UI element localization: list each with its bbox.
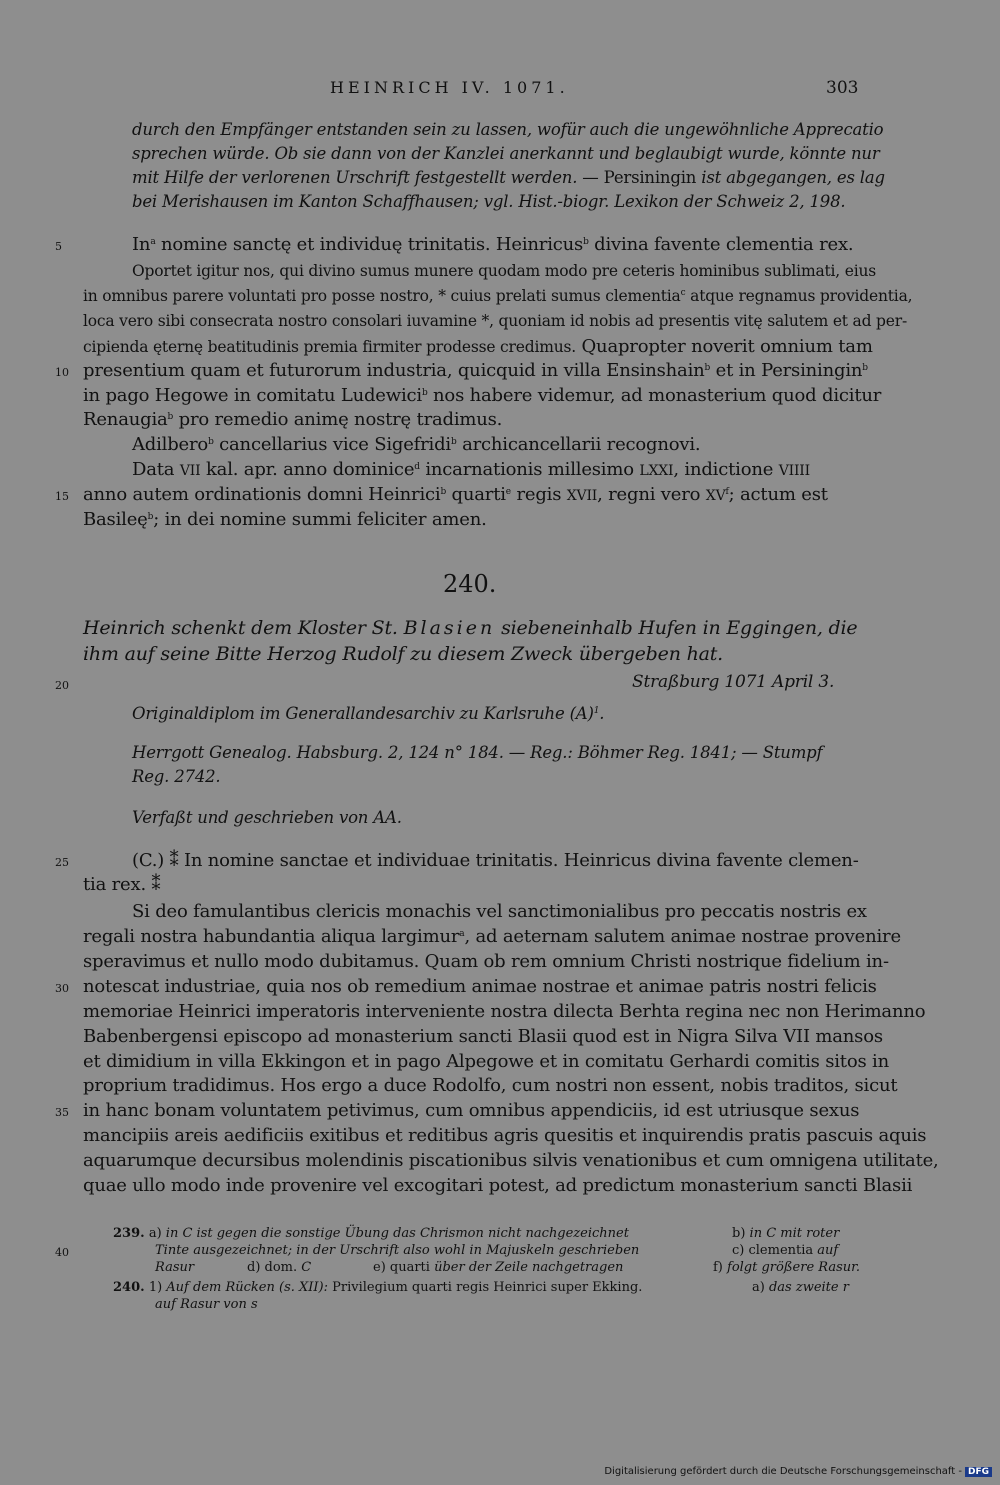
line-number: 5 [55, 240, 62, 253]
source-line: Originaldiplom im Generallandesarchiv zu Karlsruhe $(A)^1$. [132, 704, 605, 723]
dfg-logo: DFG [965, 1467, 992, 1477]
line-number: 35 [55, 1106, 69, 1119]
commentary-line: mit Hilfe der verlorenen Urschrift festgestellt werden. — Persiningin ist abgegangen, es lag [132, 168, 885, 187]
footnote-line: e) quarti über der Zeile nachgetragen [373, 1260, 624, 1275]
footnote-line: d) dom. C [247, 1260, 312, 1275]
charter-line: proprium tradidimus. Hos ergo a duce Rodolfo, cum nostri non essent, nobis traditos, sicut [83, 1075, 898, 1096]
summary-line: Heinrich schenkt dem Kloster St. Blasien siebeneinhalb Hufen in Eggingen, die [83, 617, 858, 639]
charter-line: anno autem ordinationis domni Heinrici$^b$ quarti$^e$ regis XVII, regni vero $XV^f$; actum est [83, 484, 828, 505]
charter-line: Si deo famulantibus clericis monachis vel sanctimonialibus pro peccatis nostris ex [132, 901, 867, 922]
charter-line: memoriae Heinrici imperatoris interveniente nostra dilecta Berhta regina nec non Herimanno [83, 1001, 926, 1022]
charter-line: cipienda ęternę beatitudinis premia firmiter prodesse credimus. Quapropter noverit omnium tam [83, 336, 873, 357]
funding-credit: Digitalisierung gefördert durch die Deutsche Forschungsgemeinschaft - DFG [604, 1466, 992, 1477]
charter-line: Renaugia$^b$ pro remedio animę nostrę tradimus. [83, 409, 503, 430]
literature-line: Herrgott Genealog. Habsburg. 2, 124 n° 184. — Reg.: Böhmer Reg. 1841; — Stumpf [132, 743, 823, 762]
footnote-line: 239. a) in C ist gegen die sonstige Übung das Chrismon nicht nachgezeichnet [113, 1226, 629, 1241]
footnote-line: 240. 1) Auf dem Rücken (s. XII): Privilegium quarti regis Heinrici super Ekking. [113, 1280, 643, 1295]
charter-line: tia rex. ⁑ [83, 874, 161, 895]
charter-line: aquarumque decursibus molendinis piscationibus silvis venationibus et cum omnigena utilitate, [83, 1150, 939, 1171]
summary-line: ihm auf seine Bitte Herzog Rudolf zu diesem Zweck übergeben hat. [83, 643, 724, 665]
line-number: 25 [55, 856, 69, 869]
charter-line: Basileę$^b$; in dei nomine summi feliciter amen. [83, 509, 487, 530]
literature-line: Reg. 2742. [132, 767, 221, 786]
commentary-line: durch den Empfänger entstanden sein zu lassen, wofür auch die ungewöhnliche Apprecatio [132, 120, 884, 139]
line-number: 15 [55, 490, 69, 503]
charter-line: Data VII kal. apr. anno dominice$^d$ incarnationis millesimo LXXI, indictione VIIII [132, 459, 810, 480]
page-number: 303 [826, 78, 859, 98]
charter-line: (C.) ⁑ In nomine sanctae et individuae trinitatis. Heinricus divina favente clemen- [132, 850, 859, 871]
charter-line: In$^a$ nomine sanctę et individuę trinitatis. Heinricus$^b$ divina favente clementia rex. [132, 234, 854, 255]
charter-line: mancipiis areis aedificiis exitibus et reditibus agris quesitis et inquirendis pratis pascuis aquis [83, 1125, 927, 1146]
commentary-line: sprechen würde. Ob sie dann von der Kanzlei anerkannt und beglaubigt wurde, könnte nur [132, 144, 880, 163]
charter-line: Babenbergensi episcopo ad monasterium sancti Blasii quod est in Nigra Silva VII mansos [83, 1026, 883, 1047]
charter-line: speravimus et nullo modo dubitamus. Quam ob rem omnium Christi nostrique fidelium in- [83, 951, 889, 972]
author-line: Verfaßt und geschrieben von AA. [132, 808, 402, 827]
footnote-line: auf Rasur von s [155, 1297, 258, 1312]
document-number: 240. [443, 570, 497, 598]
charter-line: presentium quam et futurorum industria, quicquid in villa Ensinshain$^b$ et in Persiningin$^b$ [83, 360, 868, 381]
running-header: HEINRICH IV. 1071. [330, 78, 569, 97]
line-number: 40 [55, 1246, 69, 1259]
line-number: 30 [55, 982, 69, 995]
charter-line: in pago Hegowe in comitatu Ludewici$^b$ nos habere videmur, ad monasterium quod dicitur [83, 385, 882, 406]
footnote-line: c) clementia auf [732, 1243, 839, 1258]
line-number: 10 [55, 366, 69, 379]
charter-line: regali nostra habundantia aliqua largimur$^a$, ad aeternam salutem animae nostrae provenire [83, 926, 901, 947]
line-number: 20 [55, 679, 69, 692]
charter-line-small: in omnibus parere voluntati pro posse nostro, * cuius prelati sumus clementia$^c$ atque regnamus providentia, [83, 287, 913, 305]
charter-line-small: loca vero sibi consecrata nostro consolari iuvamine *, quoniam id nobis ad presentis vitę salutem et ad per- [83, 312, 907, 330]
charter-line: Adilbero$^b$ cancellarius vice Sigefridi$^b$ archicancellarii recognovi. [132, 434, 701, 455]
place-date: Straßburg 1071 April 3. [632, 672, 835, 692]
footnote-line: b) in C mit roter [732, 1226, 840, 1241]
charter-line: in hanc bonam voluntatem petivimus, cum omnibus appendiciis, id est utriusque sexus [83, 1100, 860, 1121]
footnote-line: f) folgt größere Rasur. [713, 1260, 861, 1275]
charter-line-small: Oportet igitur nos, qui divino sumus munere quodam modo pre ceteris hominibus sublimati, eius [132, 262, 876, 280]
charter-line: et dimidium in villa Ekkingon et in pago Alpegowe et in comitatu Gerhardi comitis sitos in [83, 1051, 889, 1072]
charter-line: notescat industriae, quia nos ob remedium animae nostrae et animae patris nostri felicis [83, 976, 877, 997]
commentary-line: bei Merishausen im Kanton Schaffhausen; vgl. Hist.-biogr. Lexikon der Schweiz 2, 198. [132, 192, 846, 211]
charter-line: quae ullo modo inde provenire vel excogitari potest, ad predictum monasterium sancti Blasii [83, 1175, 913, 1196]
footnote-line: Rasur [155, 1260, 195, 1275]
footnote-line: Tinte ausgezeichnet; in der Urschrift also wohl in Majuskeln geschrieben [155, 1243, 640, 1258]
footnote-line: a) das zweite r [752, 1280, 849, 1295]
